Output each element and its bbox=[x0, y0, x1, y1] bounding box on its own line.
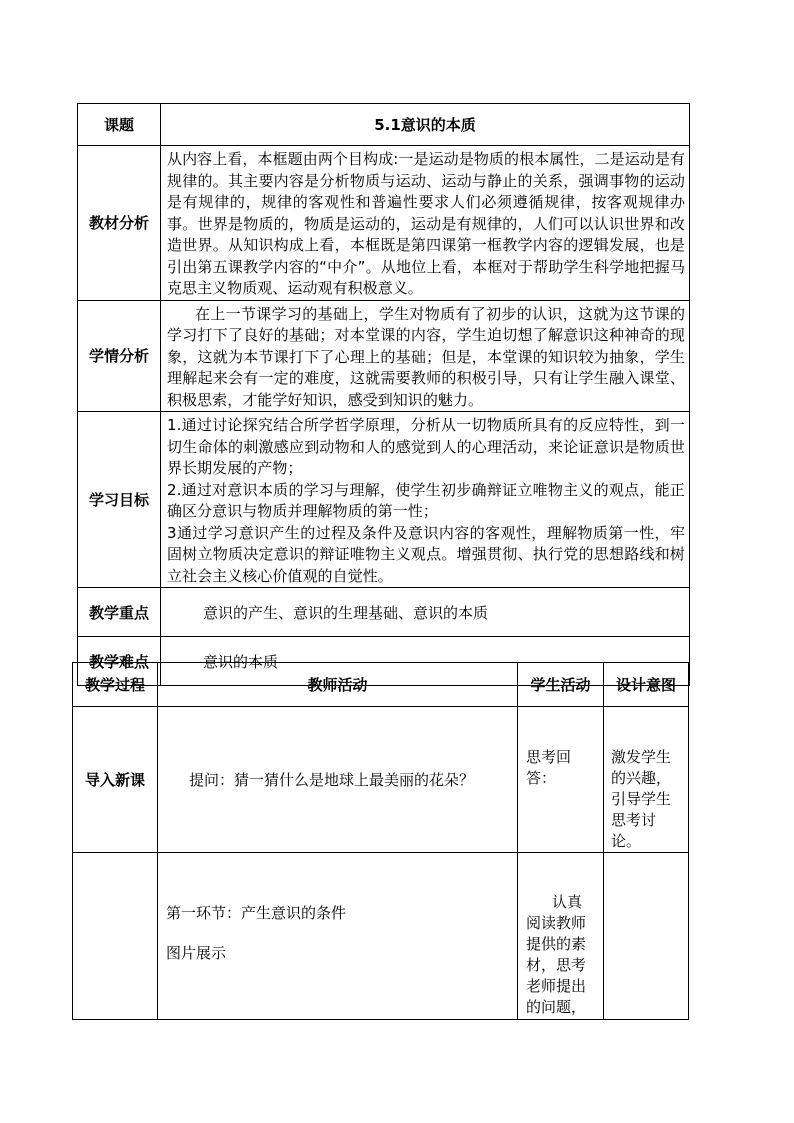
stage-one-intent bbox=[604, 853, 689, 1020]
stage-one-title: 第一环节：产生意识的条件 bbox=[166, 904, 347, 922]
title-row bbox=[78, 104, 690, 146]
students-text: 在上一节课学习的基础上，学生对物质有了初步的认识，这就为这节课的学习打下了良好的基础；对本堂课的内容，学生迫切想了解意识这种神奇的现象，这就为本节课打下了心理上的基础；但是，本堂课的知识较为抽象，学生理解起来会有一定的难度，这就需要教师的积极引导，只有让学生融入课堂、积极思索，才能学好知识，感受到知识的魅力。 bbox=[161, 300, 690, 412]
lesson-info-table bbox=[77, 103, 690, 686]
header-teacher: 教师活动 bbox=[158, 663, 518, 707]
stage-one-row bbox=[73, 853, 689, 1020]
textbook-text: 从内容上看，本框题由两个目构成:一是运动是物质的根本属性，二是运动是有规律的。其主要内容是分析物质与运动、运动与静止的关系，强调事物的运动是有规律的，规律的客观性和普遍性要求人们必须遵循规律，按客观规律办事。世界是物质的，物质是运动的，运动是有规律的，人们可以认识世界和改造世界。从知识构成上看，本框既是第四课第一框教学内容的逻辑发展，也是引出第五课教学内容的“中介”。从地位上看，本框对于帮助学生科学地把握马克思主义物质观、运动观有积极意义。 bbox=[161, 146, 690, 301]
goals-row bbox=[78, 412, 690, 588]
title-label: 课题 bbox=[78, 104, 161, 146]
header-row bbox=[73, 663, 689, 707]
goal-item: 2.通过对意识本质的学习与理解，使学生初步确辩证立唯物主义的观点，能正确区分意识与物质并理解物质的第一性； bbox=[167, 480, 685, 520]
stage-one-sub: 图片展示 bbox=[166, 944, 227, 962]
intro-intent: 激发学生的兴趣，引导学生思考讨论。 bbox=[604, 707, 689, 853]
textbook-label: 教材分析 bbox=[78, 146, 161, 301]
title-value: 5.1意识的本质 bbox=[161, 104, 690, 146]
textbook-row bbox=[78, 146, 690, 301]
stage-one-stage bbox=[73, 853, 158, 1020]
key-row bbox=[78, 588, 690, 637]
key-text: 意识的产生、意识的生理基础、意识的本质 bbox=[161, 588, 690, 637]
goal-item: 3通过学习意识产生的过程及条件及意识内容的客观性，理解物质第一性，牢固树立物质决定意识的辩证唯物主义观点。增强贯彻、执行党的思想路线和树立社会主义核心价值观的自觉性。 bbox=[167, 523, 685, 585]
difficult-text: 意识的本质 bbox=[161, 637, 690, 686]
intro-row bbox=[73, 707, 689, 853]
intro-student: 思考回答： bbox=[518, 707, 604, 853]
header-stage: 教学过程 bbox=[73, 663, 158, 707]
goal-item: 1.通过讨论探究结合所学哲学原理，分析从一切物质所具有的反应特性，到一切生命体的刺激感应到动物和人的感觉到人的心理活动，来论证意识是物质世界长期发展的产物； bbox=[167, 416, 685, 477]
intro-stage: 导入新课 bbox=[73, 707, 158, 853]
students-label: 学情分析 bbox=[78, 300, 161, 412]
key-label: 教学重点 bbox=[78, 588, 161, 637]
teaching-process-table bbox=[72, 662, 689, 1020]
stage-one-teacher bbox=[158, 853, 518, 1020]
goals-text bbox=[161, 412, 690, 588]
header-student: 学生活动 bbox=[518, 663, 604, 707]
difficult-label: 教学难点 bbox=[78, 637, 161, 686]
goals-label: 学习目标 bbox=[78, 412, 161, 588]
intro-teacher: 提问：猜一猜什么是地球上最美丽的花朵？ bbox=[158, 707, 518, 853]
stage-one-student: 认真阅读教师提供的素材，思考老师提出的问题， bbox=[518, 853, 604, 1020]
header-intent: 设计意图 bbox=[604, 663, 689, 707]
students-row bbox=[78, 300, 690, 412]
